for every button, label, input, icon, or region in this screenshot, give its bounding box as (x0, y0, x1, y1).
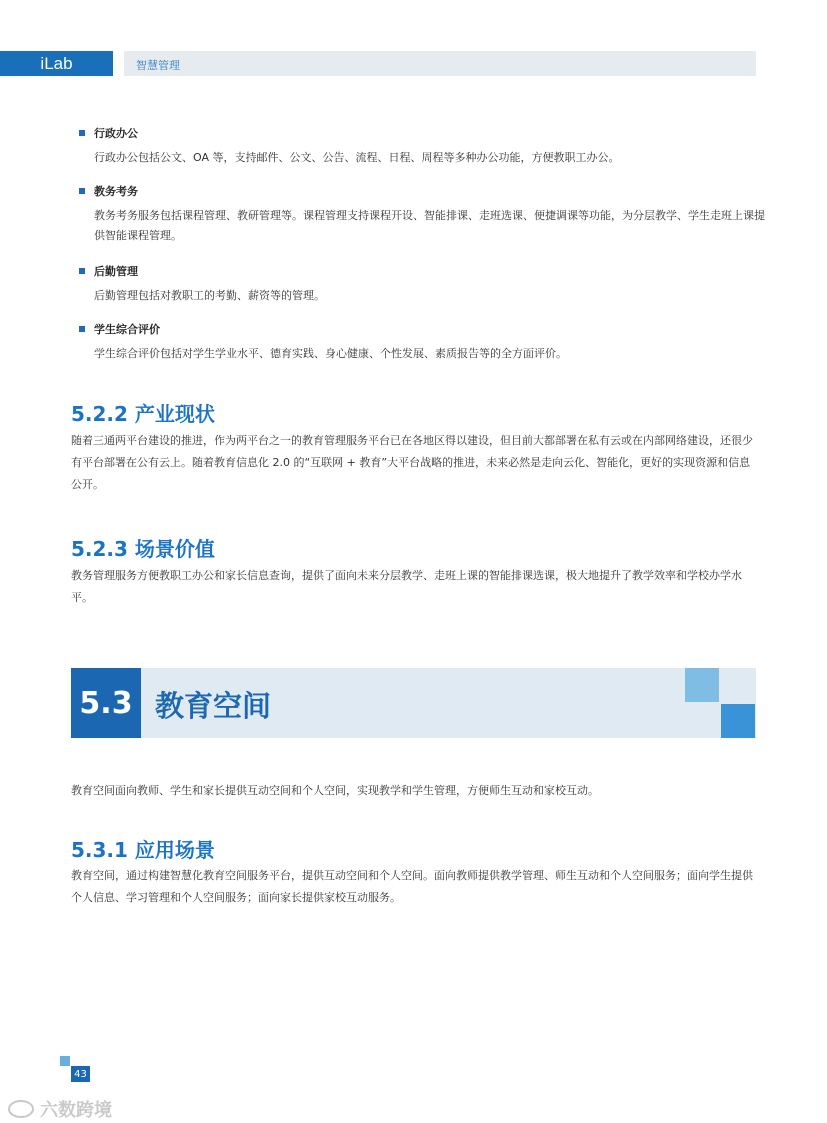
page-number: 43 (71, 1066, 90, 1082)
bullet-body: 行政办公包括公文、OA 等，支持邮件、公文、公告、流程、日程、周程等多种办公功能，方便教职工办公。 (94, 151, 620, 164)
section-body-5-3-1: 教育空间，通过构建智慧化教育空间服务平台，提供互动空间和个人空间。面向教师提供教学管理、师生互动和个人空间服务；面向学生提供个人信息、学习管理和个人空间服务；面向家长提供家校互动服务。 (71, 869, 753, 904)
bullet-title: 后勤管理 (94, 265, 138, 278)
bullet-square-icon (79, 130, 85, 136)
bullet-body: 后勤管理包括对教职工的考勤、薪资等的管理。 (94, 289, 325, 302)
bullet-item-admin (79, 125, 769, 168)
watermark-logo-icon (8, 1100, 34, 1118)
bullet-title: 学生综合评价 (94, 323, 160, 336)
chapter-title: 教育空间 (155, 689, 272, 723)
decorative-square (721, 704, 755, 738)
watermark-text: 六数跨境 (40, 1100, 112, 1121)
bullet-title: 教务考务 (94, 185, 138, 198)
decorative-square (685, 668, 719, 702)
chapter-number: 5.3 (71, 668, 141, 738)
header-bar (124, 51, 756, 76)
bullet-item-logistics (79, 263, 769, 306)
chapter-intro: 教育空间面向教师、学生和家长提供互动空间和个人空间，实现教学和学生管理，方便师生互动和家校互动。 (71, 784, 599, 797)
brand-logo: iLab (0, 51, 113, 76)
section-heading-5-2-3: 5.2.3 场景价值 (71, 537, 215, 561)
watermark (8, 1096, 112, 1122)
section-body-5-2-3: 教务管理服务方便教职工办公和家长信息查询，提供了面向未来分层教学、走班上课的智能排课选课，极大地提升了教学效率和学校办学水平。 (71, 569, 742, 604)
bullet-title: 行政办公 (94, 127, 138, 140)
section-heading-5-2-2: 5.2.2 产业现状 (71, 402, 215, 426)
bullet-body: 教务考务服务包括课程管理、教研管理等。课程管理支持课程开设、智能排课、走班选课、便捷调课等功能，为分层教学、学生走班上课提供智能课程管理。 (94, 209, 765, 242)
page-decor-square (60, 1056, 70, 1066)
section-heading-5-3-1: 5.3.1 应用场景 (71, 838, 215, 862)
header-section-title: 智慧管理 (136, 59, 180, 72)
bullet-body: 学生综合评价包括对学生学业水平、德育实践、身心健康、个性发展、素质报告等的全方面评价。 (94, 347, 567, 360)
bullet-item-evaluation (79, 321, 769, 364)
bullet-square-icon (79, 268, 85, 274)
bullet-item-academic (79, 183, 769, 246)
bullet-square-icon (79, 188, 85, 194)
bullet-square-icon (79, 326, 85, 332)
chapter-banner (71, 668, 756, 738)
section-body-5-2-2: 随着三通两平台建设的推进，作为两平台之一的教育管理服务平台已在各地区得以建设，但目前大都部署在私有云或在内部网络建设，还很少有平台部署在公有云上。随着教育信息化 2.0 的“互联网 + 教育”大平台战略的推进，未来必然是走向云化、智能化，更好的实现资源和信息公开。 (71, 434, 753, 491)
